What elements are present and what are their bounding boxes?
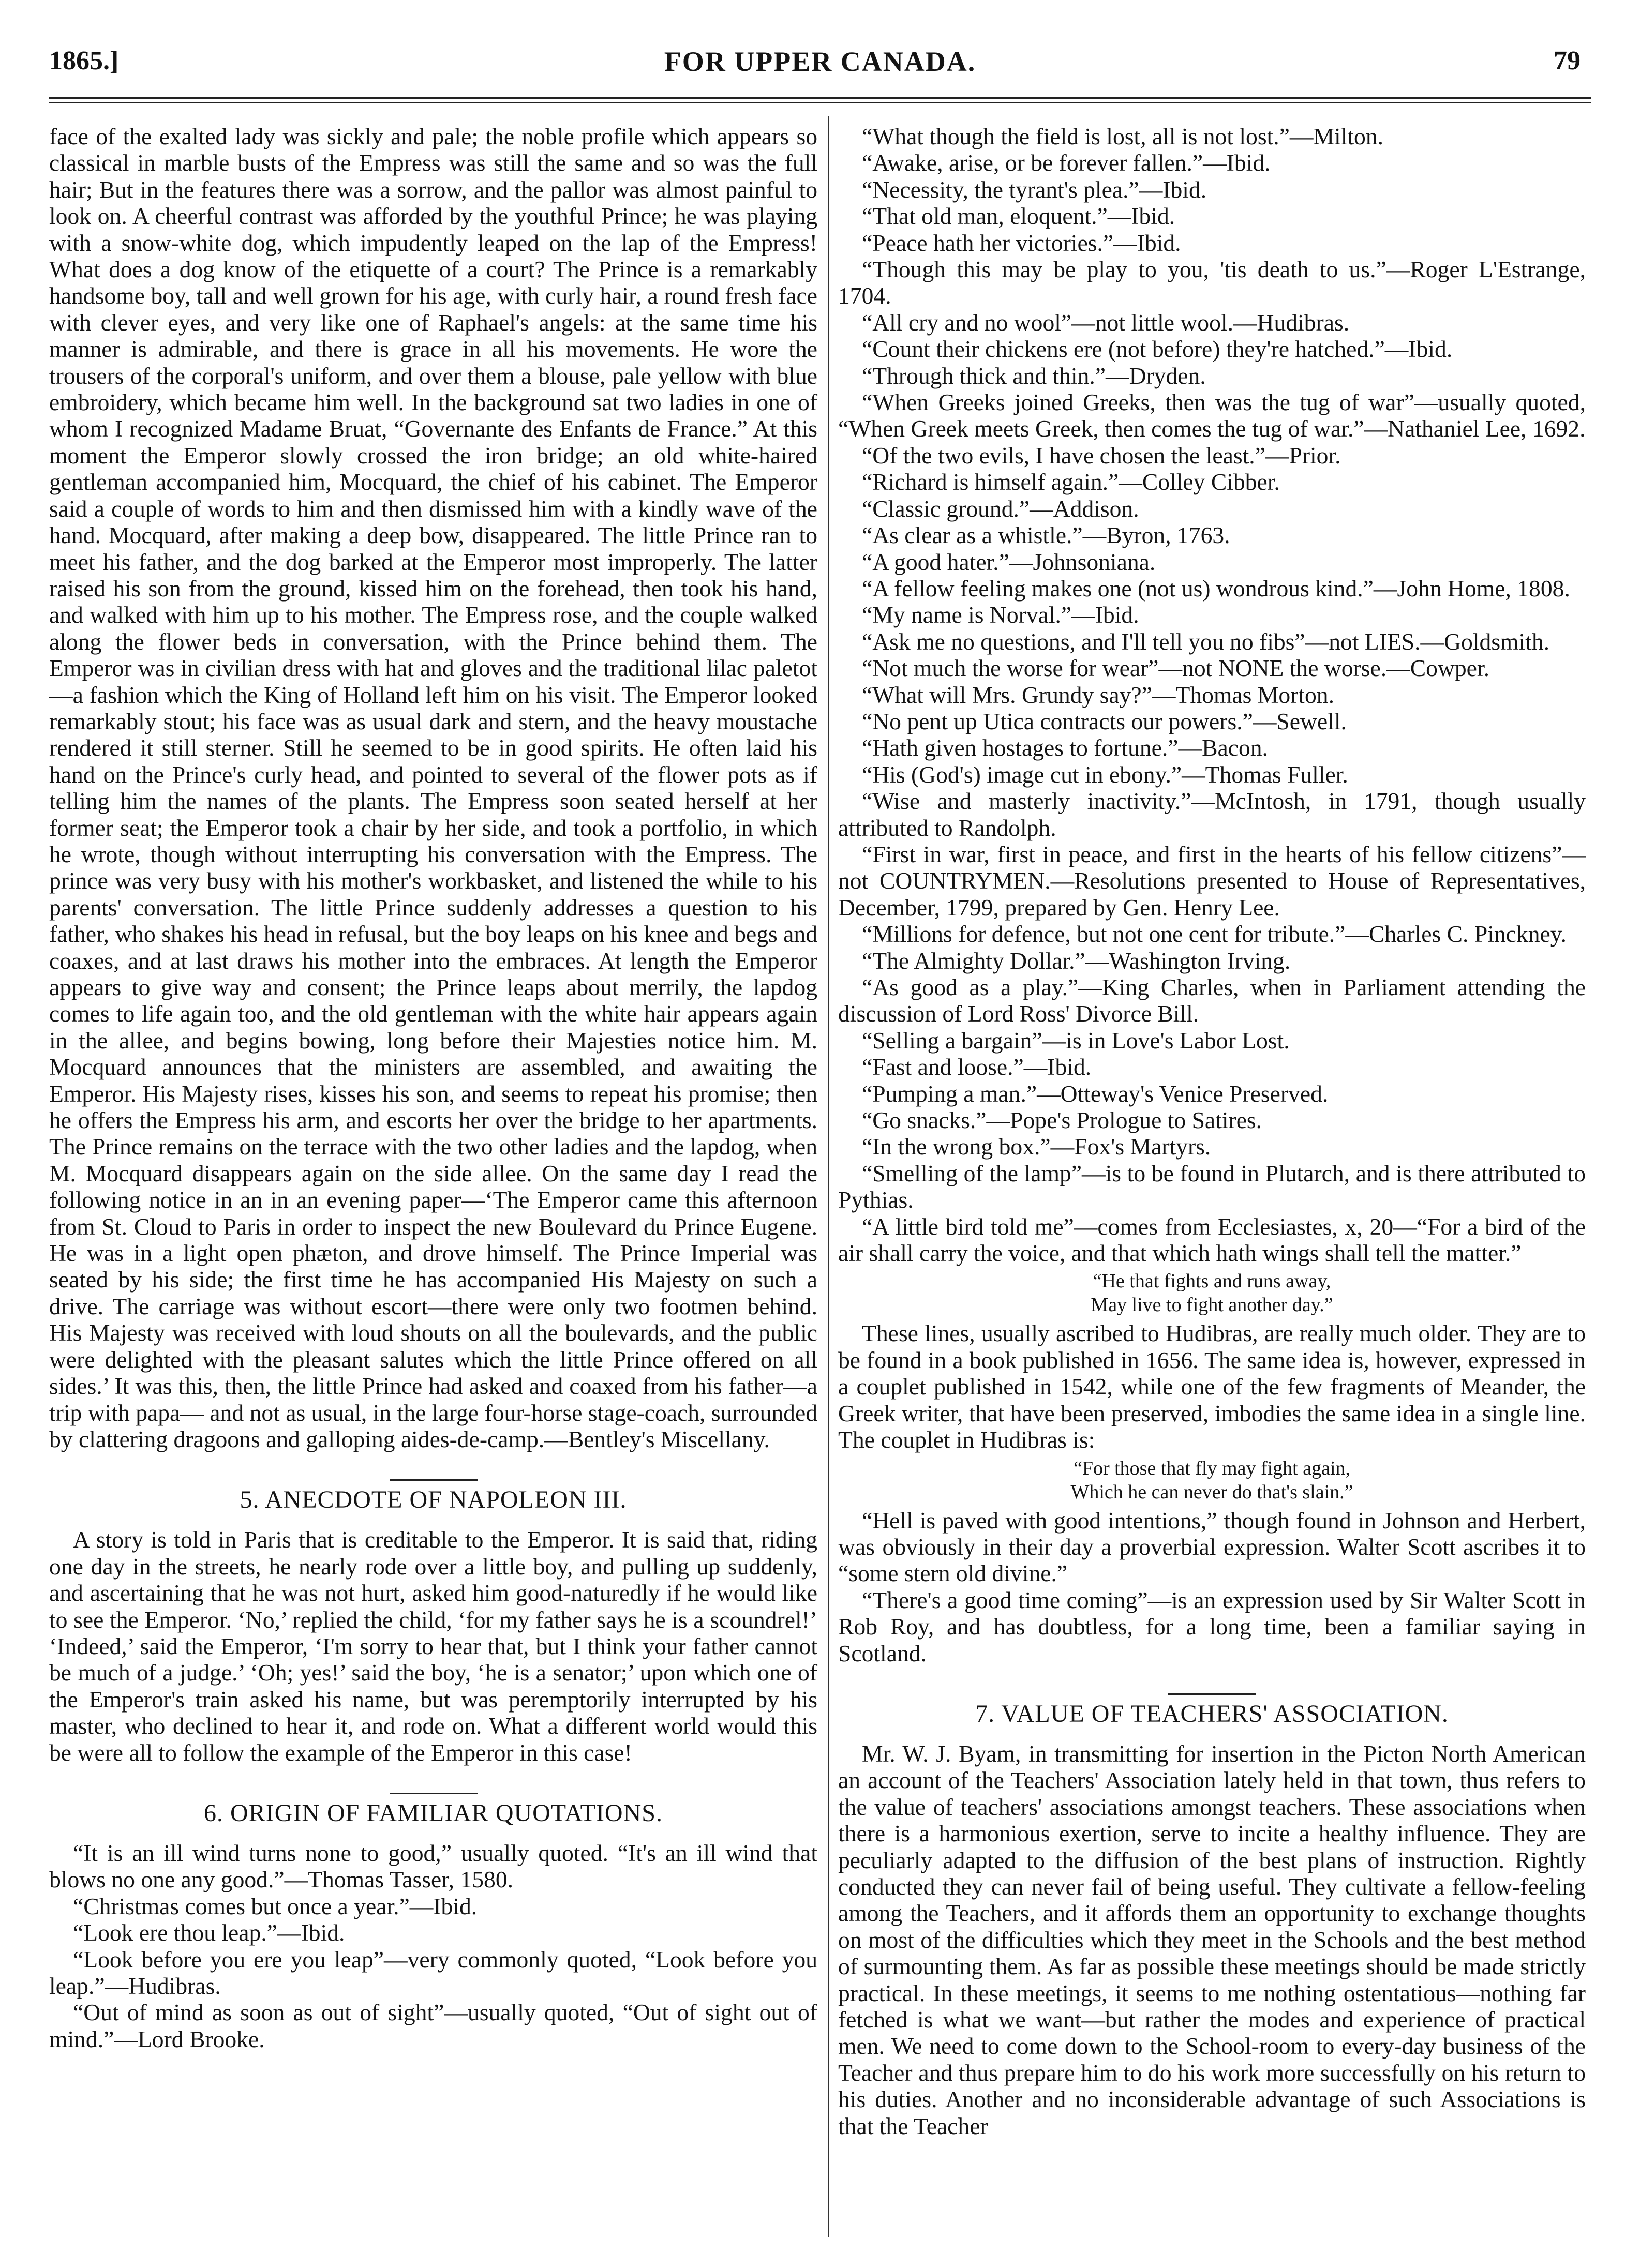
section-rule bbox=[390, 1793, 478, 1794]
quotation-line: “A fellow feeling makes one (not us) wondrous kind.”—John Home, 1808. bbox=[862, 575, 1570, 602]
verse-line: “For those that fly may fight again, bbox=[1073, 1457, 1351, 1479]
section-7-title: 7. VALUE OF TEACHERS' ASSOCIATION. bbox=[975, 1700, 1449, 1728]
quotation-line: “Though this may be play to you, 'tis death to us.”—Roger L'Estrange, 1704. bbox=[838, 256, 1586, 309]
quotation-line: “Pumping a man.”—Otteway's Venice Preserved. bbox=[862, 1080, 1329, 1107]
quotation-line: “That old man, eloquent.”—Ibid. bbox=[862, 203, 1175, 230]
quotation-line: “Selling a bargain”—is in Love's Labor Lost. bbox=[862, 1027, 1290, 1054]
quotation-line: “All cry and no wool”—not little wool.—Hudibras. bbox=[862, 309, 1350, 336]
verse-couplet-2 bbox=[838, 1456, 1586, 1504]
section-5-title: 5. ANECDOTE OF NAPOLEON III. bbox=[240, 1486, 627, 1514]
quotation-line: “His (God's) image cut in ebony.”—Thomas Fuller. bbox=[862, 761, 1348, 788]
header-rule-thin bbox=[49, 102, 1591, 103]
header-year: 1865.] bbox=[49, 46, 119, 76]
quotation-line: “Look ere thou leap.”—Ibid. bbox=[73, 1919, 345, 1946]
quotation-line: “Not much the worse for wear”—not NONE the worse.—Cowper. bbox=[862, 655, 1489, 682]
quotation-line: “Hath given hostages to fortune.”—Bacon. bbox=[862, 734, 1269, 761]
paragraph-hudibras: These lines, usually ascribed to Hudibras, are really much older. They are to be found in a book published in 1656. The same idea is, however, expressed in a couplet published in 1542, while one of the few fragments of Meander, the Greek writer, that have been preserved, imbodies the same idea in a single line. The couplet in Hudibras is: bbox=[838, 1320, 1586, 1453]
section-rule bbox=[1168, 1693, 1256, 1695]
quotation-line: “Go snacks.”—Pope's Prologue to Satires. bbox=[862, 1107, 1262, 1134]
verse-line: May live to fight another day.” bbox=[1091, 1294, 1333, 1316]
quotation-line: “It is an ill wind turns none to good,” usually quoted. “It's an ill wind that blows no one any good.”—Thomas Tasser, 1580. bbox=[49, 1839, 817, 1893]
quotation-line: “Look before you ere you leap”—very commonly quoted, “Look before you leap.”—Hudibras. bbox=[49, 1946, 817, 1999]
verse-couplet-1 bbox=[838, 1269, 1586, 1317]
header-rule-thick bbox=[49, 97, 1591, 99]
quotation-line: “Smelling of the lamp”—is to be found in Plutarch, and is there attributed to Pythias. bbox=[838, 1160, 1586, 1213]
quotation-line: “Richard is himself again.”—Colley Cibber. bbox=[862, 469, 1280, 495]
quotation-line: “As good as a play.”—King Charles, when in Parliament attending the discussion of Lord Ross' Divorce Bill. bbox=[838, 974, 1586, 1027]
quotation-line: “Millions for defence, but not one cent for tribute.”—Charles C. Pinckney. bbox=[862, 921, 1567, 948]
section-rule bbox=[390, 1479, 478, 1481]
column-divider bbox=[828, 116, 829, 2237]
quotation-list bbox=[838, 123, 1586, 1266]
section-5-paragraph: A story is told in Paris that is creditable to the Emperor. It is said that, riding one day in the streets, he nearly rode over a little boy, and pulling up suddenly, and ascertaining that he was not hurt, asked him good-naturedly if he would like to see the Emperor. ‘No,’ replied the child, ‘for my father says he is a scoundrel!’ ‘Indeed,’ said the Emperor, ‘I'm sorry to hear that, but I think your father cannot be much of a judge.’ ‘Oh; yes!’ said the boy, ‘he is a senator;’ upon which one of the Emperor's train asked his name, but was peremptorily interrupted by his master, who declined to hear it, and rode on. What a different world would this be were all to follow the example of the Emperor in this case! bbox=[49, 1526, 817, 1766]
quotation-line: “Awake, arise, or be forever fallen.”—Ibid. bbox=[862, 149, 1271, 176]
paragraph-hell: “Hell is paved with good intentions,” though found in Johnson and Herbert, was obviously in their day a proverbial expression. Walter Scott ascribes it to “some stern old divine.” bbox=[838, 1507, 1586, 1587]
quotation-line: “Peace hath her victories.”—Ibid. bbox=[862, 229, 1181, 256]
header-title: FOR UPPER CANADA. bbox=[664, 46, 976, 77]
page-header bbox=[49, 36, 1591, 83]
quotation-line: “Count their chickens ere (not before) they're hatched.”—Ibid. bbox=[862, 336, 1453, 363]
quotation-line: “Out of mind as soon as out of sight”—usually quoted, “Out of sight out of mind.”—Lord Brooke. bbox=[49, 1999, 817, 2052]
section-6-title: 6. ORIGIN OF FAMILIAR QUOTATIONS. bbox=[204, 1799, 663, 1827]
quotation-line: “No pent up Utica contracts our powers.”—Sewell. bbox=[862, 708, 1347, 734]
right-column bbox=[838, 123, 1586, 2139]
article-continuation: face of the exalted lady was sickly and pale; the noble profile which appears so classical in marble busts of the Empress was still the same and so was the full hair; But in the features there was a sorrow, and the pallor was almost painful to look on. A cheerful contrast was afforded by the youthful Prince; he was playing with a snow-white dog, which impudently leaped on the lap of the Empress! What does a dog know of the etiquette of a court? The Prince is a remarkably handsome boy, tall and well grown for his age, with curly hair, a round fresh face with clever eyes, and very like one of Raphael's angels: at the same time his manner is admirable, and there is grace in all his movements. He wore the trousers of the corporal's uniform, and over them a blouse, pale yellow with blue embroidery, which became him well. In the background sat two ladies in one of whom I recognized Madame Bruat, “Governante des Enfants de France.” At this moment the Emperor slowly crossed the iron bridge; an old white-haired gentleman accompanied him, Mocquard, the chief of his cabinet. The Emperor said a couple of words to him and then dismissed him with a kindly wave of the hand. Mocquard, after making a deep bow, disappeared. The little Prince ran to meet his father, and the dog barked at the Emperor most improperly. The latter raised his son from the ground, kissed him on the forehead, then took his hand, and walked with him up to his mother. The Empress rose, and the couple walked along the flower beds in conversation, with the Prince behind them. The Emperor was in civilian dress with hat and gloves and the traditional lilac paletot—a fashion which the King of Holland left him on his visit. The Emperor looked remarkably stout; his face was as usual dark and stern, and the heavy moustache rendered it still sterner. Still he seemed to be in good spirits. He often laid his hand on the Prince's curly head, and pointed to several of the flower pots as if telling him the names of the plants. The Empress soon seated herself at her former seat; the Emperor took a chair by her side, and took a portfolio, in which he wrote, though without interrupting his conversation with the Empress. The prince was very busy with his mother's workbasket, and listened the while to his parents' conversation. The little Prince suddenly addresses a question to his father, who shakes his head in refusal, but the boy leaps on his knee and begs and coaxes, and at last draws his mother into the embraces. At length the Emperor appears to give way and consent; the Prince leaps about merrily, the lapdog comes to life again too, and the old gentleman with the white hair appears again in the allee, and begins bowing, long before their Majesties notice him. M. Mocquard announces that the ministers are assembled, and awaiting the Emperor. His Majesty rises, kisses his son, and seems to repeat his promise; then he offers the Empress his arm, and escorts her over the bridge to her apartments. The Prince remains on the terrace with the two other ladies and the lapdog, when M. Mocquard disappears again on the side allee. On the same day I read the following notice in an in an evening paper—‘The Emperor came this afternoon from St. Cloud to Paris in order to inspect the new Boulevard du Prince Eugene. He was in a light open phæton, and drove himself. The Prince Imperial was seated by his side; the first time he has accompanied His Majesty on such a drive. The carriage was without escort—there were only two footmen behind. His Majesty was received with loud shouts on all the boulevards, and the public were delighted with the pleasant salutes which the little Prince offered on all sides.’ It was this, then, the little Prince had asked and coaxed from his father—a trip with papa— and not as usual, in the large four-horse stage-coach, surrounded by clattering dragoons and galloping aides-de-camp.—Bentley's Miscellany. bbox=[49, 123, 817, 1452]
quotation-line: “What will Mrs. Grundy say?”—Thomas Morton. bbox=[862, 681, 1334, 708]
verse-line: “He that fights and runs away, bbox=[1093, 1270, 1331, 1293]
quotation-line: “The Almighty Dollar.”—Washington Irving. bbox=[862, 947, 1291, 974]
quotation-line: “Of the two evils, I have chosen the least.”—Prior. bbox=[862, 442, 1341, 469]
quotation-line: “Classic ground.”—Addison. bbox=[862, 495, 1139, 522]
page-number: 79 bbox=[1554, 46, 1581, 76]
quotation-line: “Necessity, the tyrant's plea.”—Ibid. bbox=[862, 176, 1207, 203]
quotation-line: “As clear as a whistle.”—Byron, 1763. bbox=[862, 522, 1230, 549]
verse-line: Which he can never do that's slain.” bbox=[1070, 1481, 1353, 1503]
quotation-line: “Fast and loose.”—Ibid. bbox=[862, 1054, 1092, 1080]
quotation-line: “Christmas comes but once a year.”—Ibid. bbox=[73, 1892, 478, 1919]
quotation-line: “A good hater.”—Johnsoniana. bbox=[862, 548, 1156, 575]
quotation-line: “My name is Norval.”—Ibid. bbox=[862, 602, 1139, 628]
quotation-line: “Wise and masterly inactivity.”—McIntosh, in 1791, though usually attributed to Randolph. bbox=[838, 788, 1586, 841]
quotation-line: “What though the field is lost, all is not lost.”—Milton. bbox=[862, 123, 1384, 149]
quotation-line: “When Greeks joined Greeks, then was the tug of war”—usually quoted, “When Greek meets Greek, then comes the tug of war.”—Nathaniel Lee, 1692. bbox=[838, 389, 1586, 442]
section-7-paragraph: Mr. W. J. Byam, in transmitting for insertion in the Picton North American an account of the Teachers' Association lately held in that town, thus refers to the value of teachers' associations amongst teachers. These associations when there is a harmonious exertion, serve to incite a healthy influence. They are peculiarly adapted to the diffusion of the best plans of instruction. Rightly conducted they can never fail of being useful. They cultivate a fellow-feeling among the Teachers, and it affords them an opportunity to exchange thoughts on most of the difficulties which they meet in the Schools and the best method of surmounting them. As far as possible these meetings should be made strictly practical. In these meetings, it seems to me nothing ostentatious—nothing far fetched is what we want—but rather the modes and experience of practical men. We need to come down to the School-room to every-day business of the Teacher and thus prepare him to do his work more successfully on his return to his duties. Another and no inconsiderable advantage of such Associations is that the Teacher bbox=[838, 1740, 1586, 2139]
quotation-line: “Ask me no questions, and I'll tell you no fibs”—not LIES.—Goldsmith. bbox=[862, 628, 1550, 655]
quotation-line: “Through thick and thin.”—Dryden. bbox=[862, 362, 1206, 389]
left-column bbox=[49, 123, 817, 2052]
quotation-line: “In the wrong box.”—Fox's Martyrs. bbox=[862, 1133, 1211, 1160]
paragraph-good-time: “There's a good time coming”—is an expression used by Sir Walter Scott in Rob Roy, and has doubtless, for a long time, been a familiar saying in Scotland. bbox=[838, 1586, 1586, 1666]
quotation-line: “First in war, first in peace, and first in the hearts of his fellow citizens”—not COUNTRYMEN.—Resolutions presented to House of Representatives, December, 1799, prepared by Gen. Henry Lee. bbox=[838, 840, 1586, 921]
quotation-line: “A little bird told me”—comes from Ecclesiastes, x, 20—“For a bird of the air shall carry the voice, and that which hath wings shall tell the matter.” bbox=[838, 1213, 1586, 1267]
